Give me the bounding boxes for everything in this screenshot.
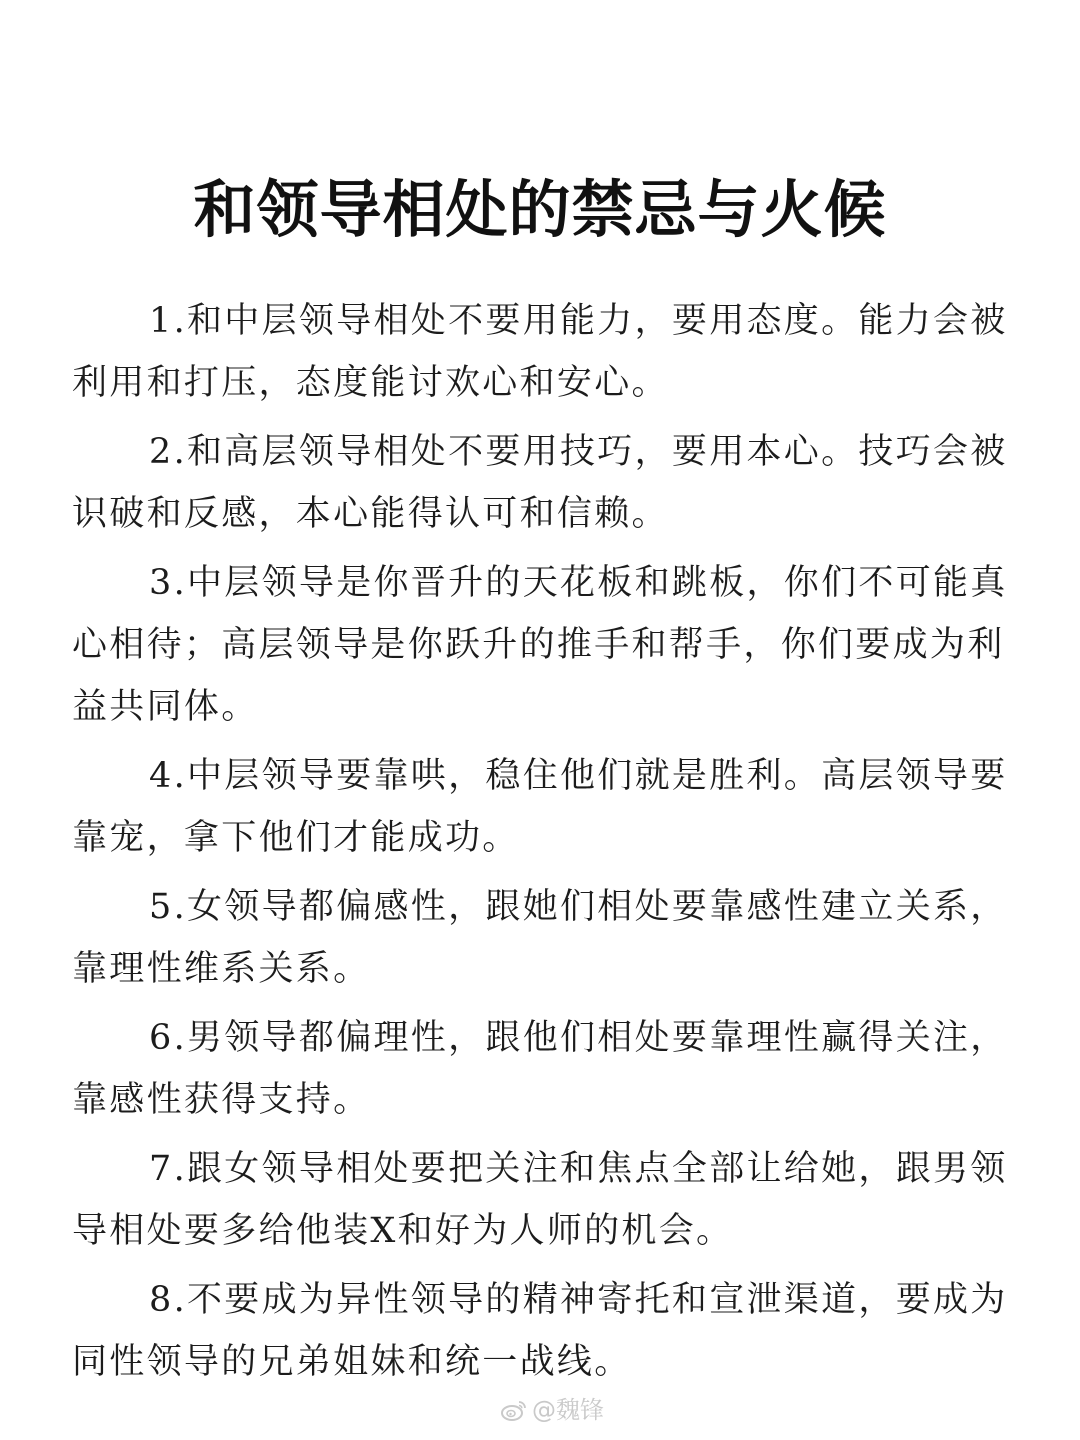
tip-item-8: 8.不要成为异性领导的精神寄托和宣泄渠道，要成为同性领导的兄弟姐妹和统一战线。 bbox=[72, 1280, 1008, 1382]
watermark-author: @魏锋 bbox=[532, 1396, 604, 1424]
tip-item-7: 7.跟女领导相处要把关注和焦点全部让给她，跟男领导相处要多给他装X和好为人师的机会。 bbox=[72, 1149, 1008, 1251]
tips-list bbox=[72, 290, 1012, 1400]
page-title: 和领导相处的禁忌与火候 bbox=[193, 173, 887, 246]
tip-item-1: 1.和中层领导相处不要用能力，要用态度。能力会被利用和打压，态度能讨欢心和安心。 bbox=[72, 301, 1008, 403]
tip-item-3: 3.中层领导是你晋升的天花板和跳板，你们不可能真心相待；高层领导是你跃升的推手和帮手，你们要成为利益共同体。 bbox=[72, 563, 1008, 727]
tip-item-2: 2.和高层领导相处不要用技巧，要用本心。技巧会被识破和反感，本心能得认可和信赖。 bbox=[72, 432, 1008, 534]
tip-item-4: 4.中层领导要靠哄，稳住他们就是胜利。高层领导要靠宠，拿下他们才能成功。 bbox=[72, 756, 1008, 858]
tip-item-6: 6.男领导都偏理性，跟他们相处要靠理性赢得关注，靠感性获得支持。 bbox=[72, 1018, 1008, 1120]
weibo-icon bbox=[500, 1398, 528, 1422]
tip-item-5: 5.女领导都偏感性，跟她们相处要靠感性建立关系，靠理性维系关系。 bbox=[72, 887, 1008, 989]
weibo-watermark bbox=[500, 1395, 604, 1425]
